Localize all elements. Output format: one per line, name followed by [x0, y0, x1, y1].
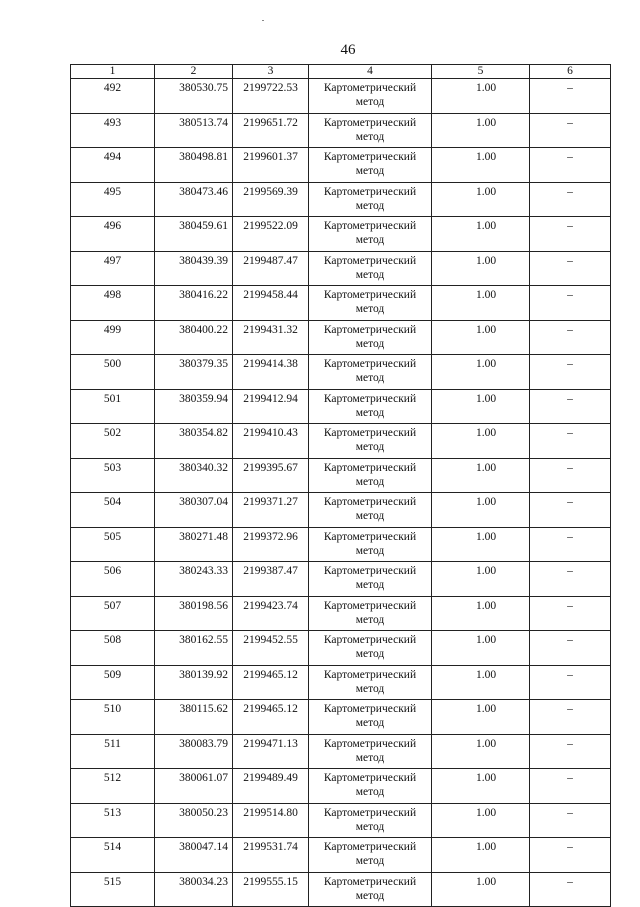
x-coordinate: 380083.79 — [155, 734, 233, 769]
y-coordinate: 2199465.12 — [233, 700, 309, 735]
table-row — [71, 286, 611, 321]
point-number: 508 — [71, 631, 155, 666]
x-coordinate: 380513.74 — [155, 113, 233, 148]
method-line-1: Картометрический — [323, 392, 417, 405]
table-header — [71, 65, 611, 79]
note-dash: – — [530, 389, 611, 424]
accuracy-value: 1.00 — [432, 700, 530, 735]
x-coordinate: 380359.94 — [155, 389, 233, 424]
note-dash: – — [530, 251, 611, 286]
method-line-1: Картометрический — [323, 634, 417, 646]
point-number: 501 — [71, 389, 155, 424]
note-dash: – — [530, 217, 611, 252]
method-line-2: метод — [355, 441, 385, 453]
method-line-1: Картометрический — [323, 772, 417, 784]
method-cell — [309, 79, 432, 114]
table-row — [71, 79, 611, 114]
method-line-1: Картометрический — [323, 220, 417, 232]
table-row — [71, 355, 611, 390]
point-number: 500 — [71, 355, 155, 390]
note-dash: – — [530, 596, 611, 631]
column-header-1: 1 — [71, 65, 155, 79]
method-line-1: Картометрический — [323, 703, 417, 715]
method-line-2: метод — [355, 372, 385, 384]
y-coordinate: 2199531.74 — [233, 838, 309, 873]
accuracy-value: 1.00 — [432, 320, 530, 355]
page-number: 46 — [340, 42, 356, 58]
method-cell — [309, 217, 432, 252]
note-dash: – — [530, 631, 611, 666]
point-number: 511 — [71, 734, 155, 769]
point-number: 492 — [71, 79, 155, 114]
x-coordinate: 380050.23 — [155, 803, 233, 838]
x-coordinate: 380379.35 — [155, 355, 233, 390]
coordinates-table — [70, 64, 611, 907]
column-header-3: 3 — [233, 65, 309, 79]
note-dash: – — [530, 79, 611, 114]
method-line-2: метод — [355, 648, 385, 660]
accuracy-value: 1.00 — [432, 251, 530, 286]
y-coordinate: 2199651.72 — [233, 113, 309, 148]
method-line-1: Картометрический — [323, 496, 417, 508]
x-coordinate: 380162.55 — [155, 631, 233, 666]
table-row — [71, 113, 611, 148]
point-number: 498 — [71, 286, 155, 321]
method-line-1: Картометрический — [323, 668, 417, 681]
method-line-1: Картометрический — [323, 427, 417, 439]
point-number: 503 — [71, 458, 155, 493]
method-line-2: метод — [355, 682, 385, 695]
y-coordinate: 2199387.47 — [233, 562, 309, 597]
method-cell — [309, 734, 432, 769]
x-coordinate: 380439.39 — [155, 251, 233, 286]
method-cell — [309, 424, 432, 459]
table-row — [71, 700, 611, 735]
accuracy-value: 1.00 — [432, 148, 530, 183]
method-line-1: Картометрический — [323, 185, 417, 198]
point-number: 495 — [71, 182, 155, 217]
x-coordinate: 380198.56 — [155, 596, 233, 631]
point-number: 514 — [71, 838, 155, 873]
method-cell — [309, 872, 432, 907]
method-line-1: Картометрический — [323, 323, 417, 336]
method-line-2: метод — [355, 820, 385, 833]
method-line-2: метод — [355, 717, 385, 729]
table-row — [71, 424, 611, 459]
point-number: 494 — [71, 148, 155, 183]
note-dash: – — [530, 872, 611, 907]
note-dash: – — [530, 113, 611, 148]
method-cell — [309, 527, 432, 562]
note-dash: – — [530, 665, 611, 700]
note-dash: – — [530, 458, 611, 493]
accuracy-value: 1.00 — [432, 424, 530, 459]
method-line-2: метод — [355, 337, 385, 350]
method-line-2: метод — [355, 786, 385, 798]
accuracy-value: 1.00 — [432, 389, 530, 424]
y-coordinate: 2199431.32 — [233, 320, 309, 355]
table-row — [71, 631, 611, 666]
table-row — [71, 320, 611, 355]
table-row — [71, 769, 611, 804]
y-coordinate: 2199601.37 — [233, 148, 309, 183]
accuracy-value: 1.00 — [432, 527, 530, 562]
y-coordinate: 2199471.13 — [233, 734, 309, 769]
method-line-2: метод — [355, 510, 385, 522]
y-coordinate: 2199522.09 — [233, 217, 309, 252]
note-dash: – — [530, 734, 611, 769]
accuracy-value: 1.00 — [432, 355, 530, 390]
method-line-1: Картометрический — [323, 358, 417, 370]
point-number: 496 — [71, 217, 155, 252]
method-cell — [309, 769, 432, 804]
header-row — [71, 65, 611, 79]
method-cell — [309, 596, 432, 631]
method-line-2: метод — [355, 855, 385, 867]
method-line-2: метод — [355, 165, 385, 177]
table-row — [71, 665, 611, 700]
note-dash: – — [530, 562, 611, 597]
accuracy-value: 1.00 — [432, 217, 530, 252]
method-line-1: Картометрический — [323, 806, 417, 819]
x-coordinate: 380340.32 — [155, 458, 233, 493]
x-coordinate: 380243.33 — [155, 562, 233, 597]
point-number: 507 — [71, 596, 155, 631]
accuracy-value: 1.00 — [432, 803, 530, 838]
note-dash: – — [530, 527, 611, 562]
method-line-1: Картометрический — [323, 737, 417, 750]
x-coordinate: 380115.62 — [155, 700, 233, 735]
point-number: 506 — [71, 562, 155, 597]
method-line-1: Картометрический — [323, 565, 417, 577]
method-line-1: Картометрический — [323, 530, 417, 543]
y-coordinate: 2199514.80 — [233, 803, 309, 838]
table-row — [71, 734, 611, 769]
method-line-2: метод — [355, 406, 385, 419]
x-coordinate: 380061.07 — [155, 769, 233, 804]
accuracy-value: 1.00 — [432, 458, 530, 493]
y-coordinate: 2199423.74 — [233, 596, 309, 631]
accuracy-value: 1.00 — [432, 838, 530, 873]
method-cell — [309, 838, 432, 873]
method-line-2: метод — [355, 475, 385, 488]
table-row — [71, 389, 611, 424]
point-number: 513 — [71, 803, 155, 838]
accuracy-value: 1.00 — [432, 631, 530, 666]
table-row — [71, 182, 611, 217]
column-header-2: 2 — [155, 65, 233, 79]
column-header-6: 6 — [530, 65, 611, 79]
note-dash: – — [530, 182, 611, 217]
method-cell — [309, 458, 432, 493]
note-dash: – — [530, 320, 611, 355]
method-line-1: Картометрический — [323, 461, 417, 474]
method-line-2: метод — [355, 889, 385, 902]
y-coordinate: 2199465.12 — [233, 665, 309, 700]
table-row — [71, 596, 611, 631]
accuracy-value: 1.00 — [432, 493, 530, 528]
accuracy-value: 1.00 — [432, 872, 530, 907]
y-coordinate: 2199489.49 — [233, 769, 309, 804]
table-row — [71, 251, 611, 286]
method-cell — [309, 251, 432, 286]
method-cell — [309, 148, 432, 183]
accuracy-value: 1.00 — [432, 79, 530, 114]
x-coordinate: 380047.14 — [155, 838, 233, 873]
y-coordinate: 2199487.47 — [233, 251, 309, 286]
method-cell — [309, 700, 432, 735]
accuracy-value: 1.00 — [432, 734, 530, 769]
method-cell — [309, 355, 432, 390]
table-row — [71, 493, 611, 528]
note-dash: – — [530, 700, 611, 735]
table-row — [71, 562, 611, 597]
point-number: 493 — [71, 113, 155, 148]
method-line-1: Картометрический — [323, 875, 417, 888]
accuracy-value: 1.00 — [432, 665, 530, 700]
x-coordinate: 380416.22 — [155, 286, 233, 321]
point-number: 502 — [71, 424, 155, 459]
method-cell — [309, 389, 432, 424]
y-coordinate: 2199569.39 — [233, 182, 309, 217]
method-cell — [309, 562, 432, 597]
accuracy-value: 1.00 — [432, 113, 530, 148]
accuracy-value: 1.00 — [432, 769, 530, 804]
accuracy-value: 1.00 — [432, 286, 530, 321]
note-dash: – — [530, 286, 611, 321]
accuracy-value: 1.00 — [432, 596, 530, 631]
point-number: 515 — [71, 872, 155, 907]
column-header-4: 4 — [309, 65, 432, 79]
method-line-1: Картометрический — [323, 841, 417, 853]
method-line-2: метод — [355, 751, 385, 764]
table-row — [71, 217, 611, 252]
point-number: 504 — [71, 493, 155, 528]
method-line-1: Картометрический — [323, 116, 417, 129]
method-line-2: метод — [355, 96, 385, 108]
note-dash: – — [530, 148, 611, 183]
x-coordinate: 380530.75 — [155, 79, 233, 114]
method-cell — [309, 803, 432, 838]
method-line-2: метод — [355, 130, 385, 143]
method-line-1: Картометрический — [323, 599, 417, 612]
method-line-2: метод — [355, 303, 385, 315]
accuracy-value: 1.00 — [432, 182, 530, 217]
point-number: 512 — [71, 769, 155, 804]
y-coordinate: 2199555.15 — [233, 872, 309, 907]
column-header-5: 5 — [432, 65, 530, 79]
x-coordinate: 380400.22 — [155, 320, 233, 355]
method-cell — [309, 286, 432, 321]
method-cell — [309, 665, 432, 700]
method-line-2: метод — [355, 268, 385, 281]
method-line-2: метод — [355, 579, 385, 591]
method-cell — [309, 113, 432, 148]
method-line-1: Картометрический — [323, 82, 417, 94]
method-line-2: метод — [355, 199, 385, 212]
point-number: 499 — [71, 320, 155, 355]
note-dash: – — [530, 769, 611, 804]
y-coordinate: 2199395.67 — [233, 458, 309, 493]
note-dash: – — [530, 803, 611, 838]
note-dash: – — [530, 838, 611, 873]
point-number: 509 — [71, 665, 155, 700]
y-coordinate: 2199412.94 — [233, 389, 309, 424]
table-body — [71, 79, 611, 907]
accuracy-value: 1.00 — [432, 562, 530, 597]
table-row — [71, 838, 611, 873]
x-coordinate: 380498.81 — [155, 148, 233, 183]
note-dash: – — [530, 424, 611, 459]
method-line-2: метод — [355, 234, 385, 246]
table-row — [71, 527, 611, 562]
x-coordinate: 380354.82 — [155, 424, 233, 459]
x-coordinate: 380459.61 — [155, 217, 233, 252]
method-cell — [309, 493, 432, 528]
y-coordinate: 2199371.27 — [233, 493, 309, 528]
y-coordinate: 2199458.44 — [233, 286, 309, 321]
y-coordinate: 2199722.53 — [233, 79, 309, 114]
table-row — [71, 803, 611, 838]
y-coordinate: 2199410.43 — [233, 424, 309, 459]
method-line-1: Картометрический — [323, 289, 417, 301]
method-cell — [309, 631, 432, 666]
y-coordinate: 2199414.38 — [233, 355, 309, 390]
method-cell — [309, 320, 432, 355]
y-coordinate: 2199452.55 — [233, 631, 309, 666]
point-number: 497 — [71, 251, 155, 286]
x-coordinate: 380307.04 — [155, 493, 233, 528]
table-row — [71, 872, 611, 907]
y-coordinate: 2199372.96 — [233, 527, 309, 562]
point-number: 510 — [71, 700, 155, 735]
scan-artifact-dot — [262, 20, 264, 21]
note-dash: – — [530, 355, 611, 390]
x-coordinate: 380271.48 — [155, 527, 233, 562]
method-line-2: метод — [355, 613, 385, 626]
method-line-2: метод — [355, 544, 385, 557]
x-coordinate: 380473.46 — [155, 182, 233, 217]
note-dash: – — [530, 493, 611, 528]
x-coordinate: 380034.23 — [155, 872, 233, 907]
method-line-1: Картометрический — [323, 254, 417, 267]
table-row — [71, 458, 611, 493]
x-coordinate: 380139.92 — [155, 665, 233, 700]
table-row — [71, 148, 611, 183]
method-line-1: Картометрический — [323, 151, 417, 163]
method-cell — [309, 182, 432, 217]
point-number: 505 — [71, 527, 155, 562]
